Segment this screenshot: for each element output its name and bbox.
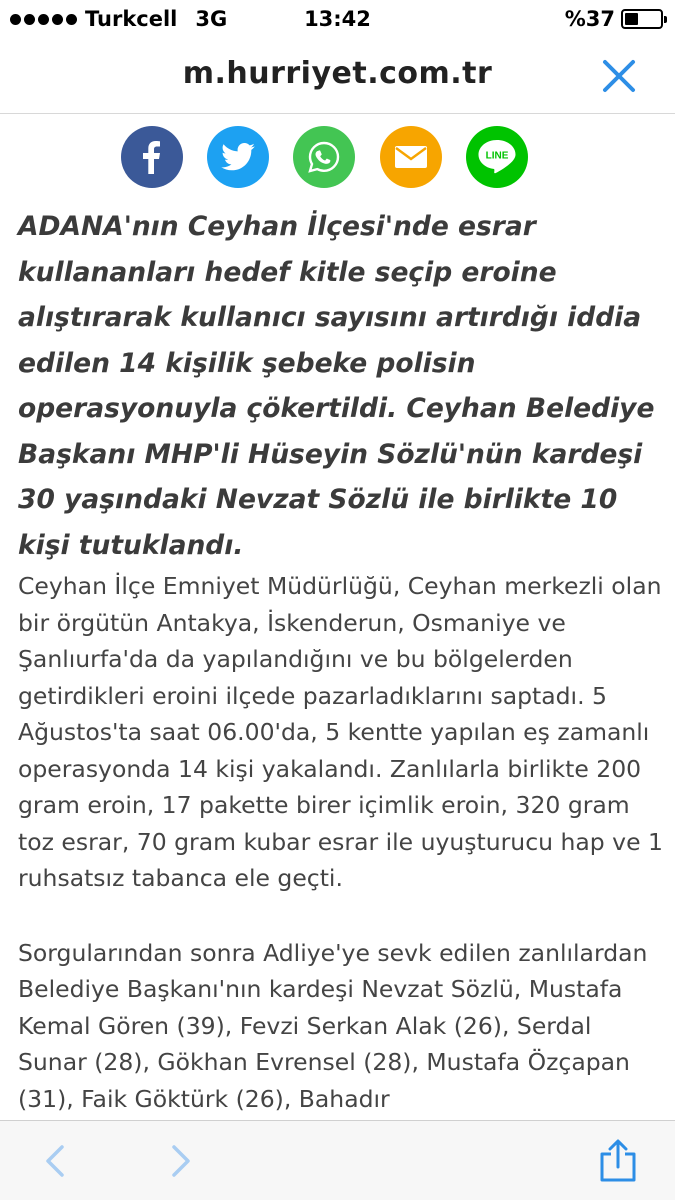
whatsapp-icon <box>307 140 341 174</box>
share-buttons <box>0 126 675 190</box>
status-right <box>565 7 663 31</box>
article-paragraph: Ceyhan İlçe Emniyet Müdürlüğü, Ceyhan merkezli olan bir örgütün Antakya, İskenderun, Osmaniye ve Şanlıurfa'da da yapılandığını ve bu bölgelerden getirdikleri eroini ilçede pazarladıklarını saptadı. 5 Ağustos'ta saat 06.00'da, 5 kentte yapılan eş zamanlı operasyonda 14 kişi yakalandı. Zanlılarla birlikte 200 gram eroin, 17 pakette birer içimlik eroin, 320 gram toz esrar, 70 gram kubar esrar ile uyuşturucu hap ve 1 ruhsatsız tabanca ele geçti. <box>18 572 663 892</box>
facebook-icon <box>137 140 167 174</box>
chevron-right-icon <box>166 1141 196 1181</box>
article-paragraph: Sorgularından sonra Adliye'ye sevk edilen zanlılardan Belediye Başkanı'nın kardeşi Nevzat Sözlü, Mustafa Kemal Gören (39), Fevzi Serkan Alak (26), Serdal Sunar (28), Gökhan Evrensel (28), Mustafa Özçapan (31), Faik Göktürk (26), Bahadır <box>18 938 648 1113</box>
page-url[interactable]: m.hurriyet.com.tr <box>182 56 493 91</box>
email-icon <box>394 145 428 169</box>
twitter-icon <box>221 143 255 171</box>
article-content <box>18 204 663 1117</box>
battery-fill <box>625 13 638 25</box>
carrier-name: Turkcell <box>85 7 178 31</box>
line-label: LINE <box>485 150 509 162</box>
twitter-share-button[interactable] <box>207 126 269 188</box>
line-share-button[interactable] <box>466 126 528 188</box>
back-button[interactable] <box>40 1141 70 1185</box>
battery-percent: %37 <box>564 7 615 31</box>
article-lead: ADANA'nın Ceyhan İlçesi'nde esrar kullananları hedef kitle seçip eroine alıştırarak kullanıcı sayısını artırdığı iddia edilen 14 kişilik şebeke polisin operasyonuyla çökertildi. Ceyhan Belediye Başkanı MHP'li Hüseyin Sözlü'nün kardeşi 30 yaşındaki Nevzat Sözlü ile birlikte 10 kişi tutuklandı. <box>18 211 655 561</box>
browser-toolbar <box>0 1120 675 1200</box>
forward-button[interactable] <box>166 1141 196 1185</box>
line-icon <box>477 138 517 176</box>
battery-icon <box>621 9 663 29</box>
facebook-share-button[interactable] <box>121 126 183 188</box>
whatsapp-share-button[interactable] <box>293 126 355 188</box>
browser-nav-bar <box>0 40 675 114</box>
close-button[interactable] <box>601 58 637 94</box>
share-button[interactable] <box>597 1139 639 1187</box>
network-type: 3G <box>195 7 228 31</box>
close-icon <box>601 58 637 94</box>
status-bar <box>0 0 675 40</box>
chevron-left-icon <box>40 1141 70 1181</box>
share-icon <box>597 1139 639 1183</box>
email-share-button[interactable] <box>380 126 442 188</box>
status-time: 13:42 <box>304 7 371 31</box>
